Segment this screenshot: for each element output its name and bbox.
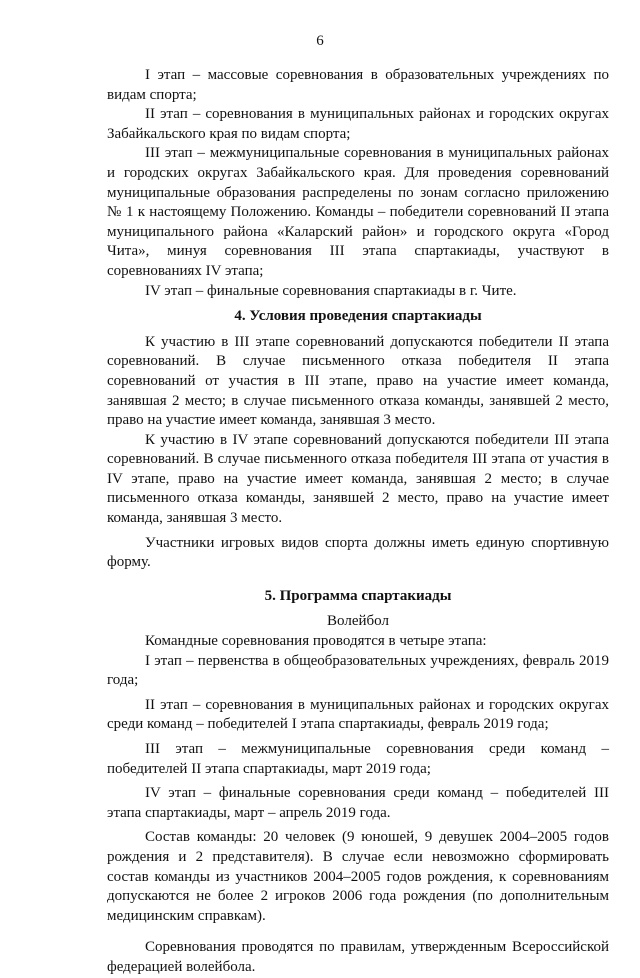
- document-body: [107, 66, 609, 978]
- section-5-intro: Командные соревнования проводятся в четыре этапа:: [145, 633, 487, 650]
- volleyball-stage-4: IV этап – финальные соревнования среди команд – победителей III этапа спартакиады, март – апрель 2019 года.: [107, 785, 609, 821]
- sport-title: Волейбол: [327, 613, 389, 630]
- page-number: 6: [316, 33, 324, 49]
- section-4-heading: 4. Условия проведения спартакиады: [234, 308, 482, 325]
- stage-4-paragraph: IV этап – финальные соревнования спартакиады в г. Чите.: [145, 282, 517, 299]
- stage-3-paragraph: III этап – межмуниципальные соревнования в муниципальных районах и городских округах Забайкальского края. Для проведения соревнований муниципальные образования распределены по зонам согласно приложению № 1 к настоящему Положению. Команды – победители соревнований II этапа муниципального района «Каларский район» и городского округа «Город Чита», минуя соревнования III этапа спартакиады, участвуют в соревнованиях IV этапа;: [107, 145, 609, 279]
- volleyball-stage-3: III этап – межмуниципальные соревнования среди команд – победителей II этапа спартакиады, март 2019 года;: [107, 741, 609, 777]
- section-4-paragraph-2: К участию в IV этапе соревнований допускаются победители III этапа соревнований. В случае письменного отказа победителя III этапа от участия в IV этапе, право на участие имеет команда, занявшая 2 место; в случае письменного отказа команды, занявшей 2 место, право на участие имеет команда, занявшая 3 место.: [107, 431, 609, 527]
- rules-paragraph: Соревнования проводятся по правилам, утвержденным Всероссийской федерацией волейбола.: [107, 939, 609, 975]
- volleyball-stage-2: II этап – соревнования в муниципальных районах и городских округах среди команд – победителей I этапа спартакиады, февраль 2019 года;: [107, 696, 609, 733]
- stage-2-paragraph: II этап – соревнования в муниципальных районах и городских округах Забайкальского края по видам спорта;: [107, 106, 609, 142]
- section-4-paragraph-3: Участники игровых видов спорта должны иметь единую спортивную форму.: [107, 534, 609, 571]
- section-5-heading: 5. Программа спартакиады: [264, 587, 452, 604]
- team-composition-paragraph: Состав команды: 20 человек (9 юношей, 9 девушек 2004–2005 годов рождения и 2 представителя). В случае если невозможно сформировать состав команды из участников 2004–2005 годов рождения, к соревнованиям допускаются не более 2 игроков 2006 года рождения (по дополнительным медицинским справкам).: [107, 829, 609, 924]
- section-4-paragraph-1: К участию в III этапе соревнований допускаются победители II этапа соревнований. В случае письменного отказа победителя II этапа соревнований от участия в III этапе, право на участие имеет команда, занявшая 2 место; в случае письменного отказа команды, занявшей 2 место, право на участие имеет команда, занявшая 3 место.: [107, 333, 609, 429]
- volleyball-stage-1: I этап – первенства в общеобразовательных учреждениях, февраль 2019 года;: [107, 652, 609, 689]
- stage-1-paragraph: I этап – массовые соревнования в образовательных учреждениях по видам спорта;: [107, 67, 609, 103]
